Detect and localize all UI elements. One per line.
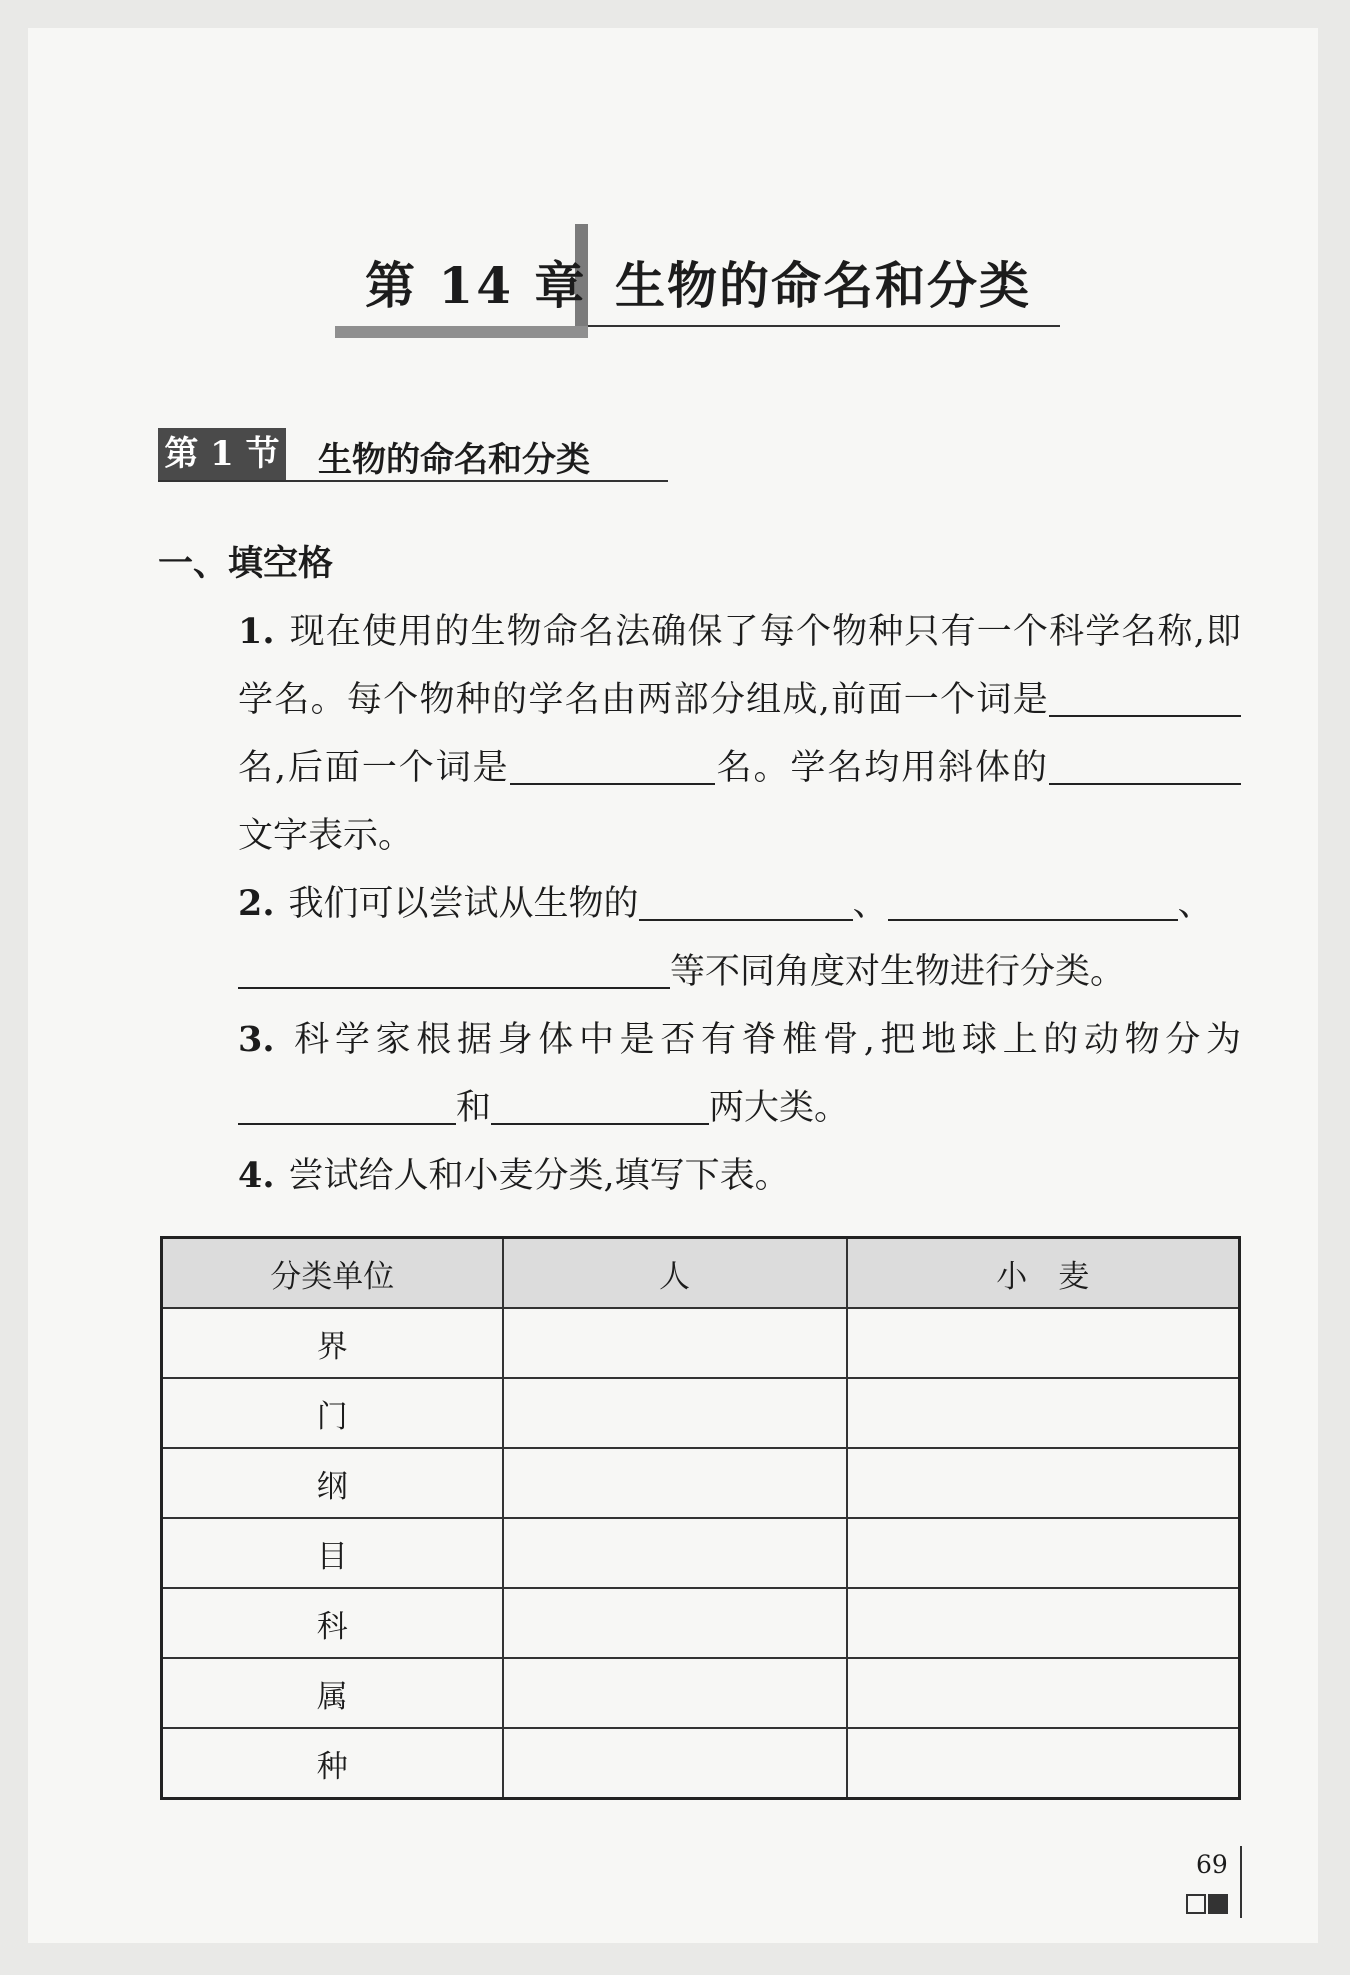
question-number: 3. [238,1019,275,1060]
rank-cell: 界 [162,1308,503,1378]
table-header-row [162,1238,1240,1309]
question-1 [161,598,1241,870]
table-row [162,1378,1240,1448]
question-number: 1. [238,611,275,652]
separator: 、 [1177,884,1213,924]
page-edge-rule [1240,1846,1242,1918]
answer-blank[interactable] [491,1091,709,1125]
table-row [162,1518,1240,1588]
question-text: 科学家根据身体中是否有脊椎骨,把地球上的动物分为 [288,1020,1241,1060]
table-row [162,1588,1240,1658]
workbook-page [28,28,1318,1943]
column-header: 人 [503,1238,847,1309]
question-text: 现在使用的生物命名法确保了每个物种只有一个科学名称,即学名。每个物种的学名由两部分组成,前面一个词是 [238,612,1241,720]
part-title: 一、填空格 [158,544,334,584]
separator: 、 [852,884,888,924]
table-row [162,1448,1240,1518]
question-2 [161,870,1241,1006]
question-3 [161,1006,1241,1142]
question-text: 等不同角度对生物进行分类。 [670,952,1126,992]
chapter-title: 生物的命名和分类 [615,257,1031,315]
human-answer-cell[interactable] [503,1378,847,1448]
page-number: 69 [1196,1850,1228,1879]
question-text: 名。学名均用斜体的 [714,748,1049,788]
section-title: 生物的命名和分类 [318,440,590,480]
rank-cell: 目 [162,1518,503,1588]
classification-table [160,1236,1241,1800]
rank-cell: 纲 [162,1448,503,1518]
answer-blank[interactable] [1049,751,1241,785]
answer-blank[interactable] [1049,683,1241,717]
human-answer-cell[interactable] [503,1588,847,1658]
open-square-icon [1186,1894,1206,1914]
table-row [162,1728,1240,1799]
chapter-heading-rule [588,325,1060,327]
question-4 [161,1142,1241,1210]
wheat-answer-cell[interactable] [847,1308,1240,1378]
rank-cell: 种 [162,1728,503,1799]
human-answer-cell[interactable] [503,1448,847,1518]
question-text: 名,后面一个词是 [238,748,510,788]
wheat-answer-cell[interactable] [847,1518,1240,1588]
wheat-answer-cell[interactable] [847,1728,1240,1799]
human-answer-cell[interactable] [503,1658,847,1728]
human-answer-cell[interactable] [503,1728,847,1799]
question-number: 2. [238,883,275,924]
column-header: 分类单位 [162,1238,503,1309]
wheat-answer-cell[interactable] [847,1448,1240,1518]
rank-cell: 门 [162,1378,503,1448]
section-heading [158,428,668,484]
section-rule [158,480,668,482]
human-answer-cell[interactable] [503,1308,847,1378]
answer-blank[interactable] [238,955,670,989]
table-row [162,1308,1240,1378]
filled-square-icon [1208,1894,1228,1914]
question-text: 和 [456,1088,492,1128]
answer-blank[interactable] [639,887,853,921]
question-number: 4. [238,1155,275,1196]
section-label: 第 1 节 [158,428,286,480]
answer-blank[interactable] [510,751,715,785]
question-text: 文字表示。 [238,816,414,856]
answer-blank[interactable] [238,1091,456,1125]
chapter-number: 第 14 章 [365,256,588,315]
chapter-heading [335,224,1060,344]
human-answer-cell[interactable] [503,1518,847,1588]
rank-cell: 科 [162,1588,503,1658]
column-header: 小 麦 [847,1238,1240,1309]
question-text: 两大类。 [709,1088,850,1128]
answer-blank[interactable] [888,887,1178,921]
rank-cell: 属 [162,1658,503,1728]
wheat-answer-cell[interactable] [847,1378,1240,1448]
wheat-answer-cell[interactable] [847,1658,1240,1728]
wheat-answer-cell[interactable] [847,1588,1240,1658]
table-row [162,1658,1240,1728]
question-text: 尝试给人和小麦分类,填写下表。 [288,1156,790,1196]
question-text: 我们可以尝试从生物的 [288,884,639,924]
page-marker-icon [1186,1894,1226,1914]
chapter-heading-underbar [335,326,588,338]
